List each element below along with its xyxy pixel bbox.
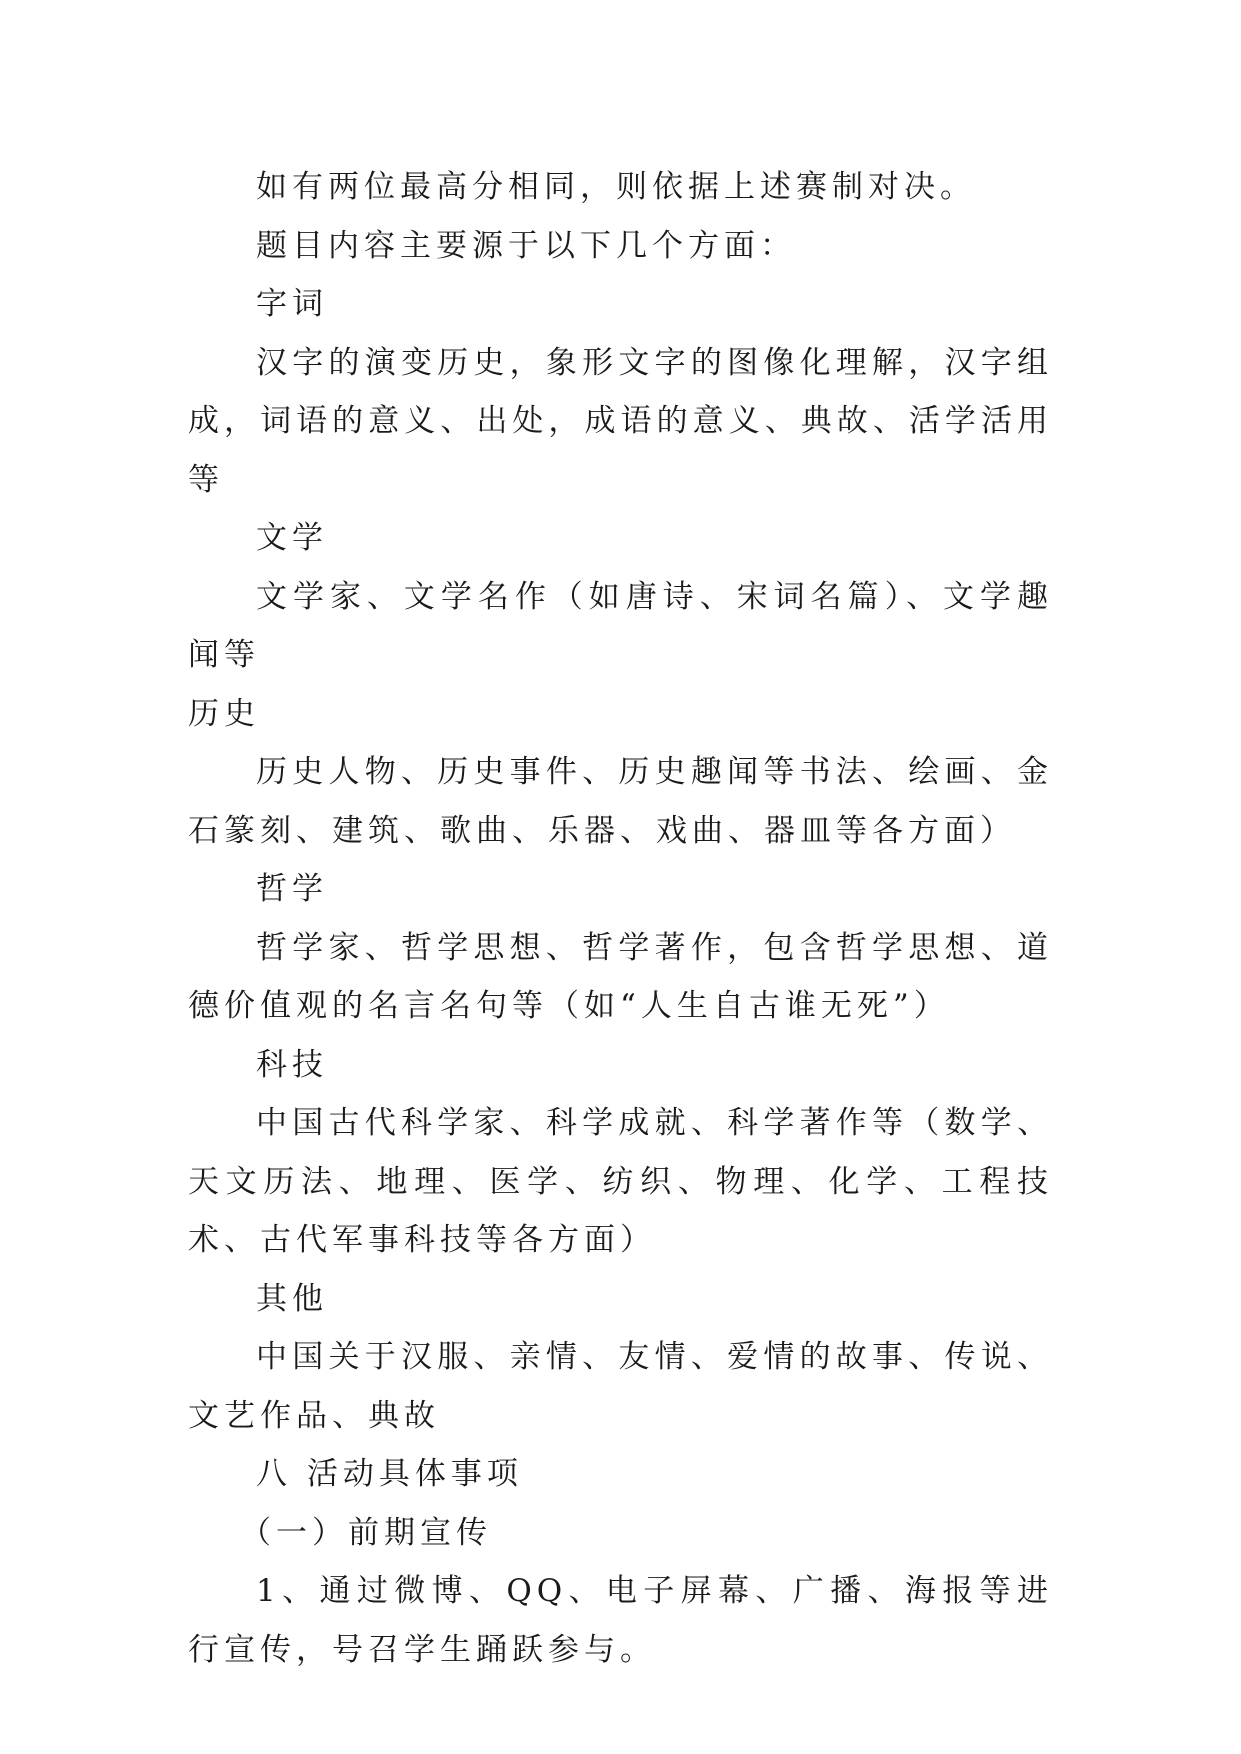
heading-philosophy: 哲学 <box>256 871 328 907</box>
section-heading-activity-details: 八 活动具体事项 <box>256 1456 523 1492</box>
paragraph-other: 中国关于汉服、亲情、友情、爱情的故事、传说、文艺作品、典故 <box>188 1339 1053 1434</box>
heading-technology: 科技 <box>256 1046 328 1083</box>
paragraph-words: 汉字的演变历史，象形文字的图像化理解，汉字组成，词语的意义、出处，成语的意义、典故、活学活用等 <box>188 344 1053 498</box>
heading-literature: 文学 <box>256 520 328 556</box>
paragraph-publicity-item-1: 1、通过微博、QQ、电子屏幕、广播、海报等进行宣传，号召学生踊跃参与。 <box>188 1573 1053 1668</box>
heading-other: 其他 <box>256 1280 328 1317</box>
heading-history: 历史 <box>188 695 260 732</box>
paragraph-history: 历史人物、历史事件、历史趣闻等书法、绘画、金石篆刻、建筑、歌曲、乐器、戏曲、器皿等各方面） <box>188 754 1053 849</box>
heading-words: 字词 <box>256 286 328 322</box>
paragraph-tiebreak-rule: 如有两位最高分相同，则依据上述赛制对决。 <box>256 169 976 205</box>
paragraph-philosophy: 哲学家、哲学思想、哲学著作，包含哲学思想、道德价值观的名言名句等（如“人生自古谁无死”） <box>188 929 1053 1024</box>
document-body <box>188 158 1053 1679</box>
paragraph-literature: 文学家、文学名作（如唐诗、宋词名篇）、文学趣闻等 <box>188 578 1053 673</box>
subsection-heading-publicity: （一）前期宣传 <box>240 1514 492 1551</box>
paragraph-topic-sources-intro: 题目内容主要源于以下几个方面： <box>256 227 796 264</box>
paragraph-technology: 中国古代科学家、科学成就、科学著作等（数学、天文历法、地理、医学、纺织、物理、化学、工程技术、古代军事科技等各方面） <box>188 1105 1053 1258</box>
